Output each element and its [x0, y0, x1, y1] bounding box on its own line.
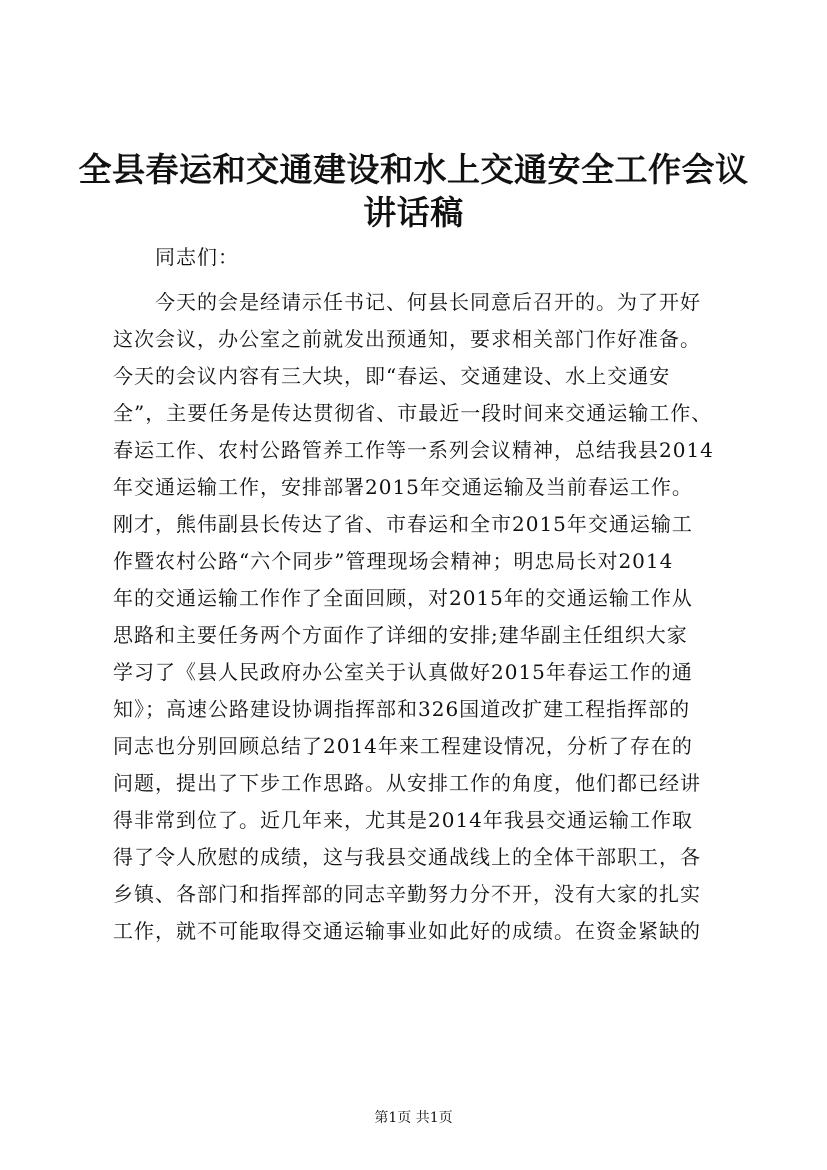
salutation: 同志们：	[155, 245, 239, 269]
body-line: 全”，主要任务是传达贯彻省、市最近一段时间来交通运输工作、	[113, 401, 713, 425]
document-title-line-1: 全县春运和交通建设和水上交通安全工作会议	[78, 150, 749, 189]
body-line: 工作，就不可能取得交通运输事业如此好的成绩。在资金紧缺的	[113, 919, 701, 943]
body-line: 乡镇、各部门和指挥部的同志辛勤努力分不开，没有大家的扎实	[113, 882, 701, 906]
body-line: 学习了《县人民政府办公室关于认真做好2015年春运工作的通	[113, 660, 693, 684]
body-line: 知》；高速公路建设协调指挥部和326国道改扩建工程指挥部的	[113, 697, 691, 721]
body-line: 今天的会议内容有三大块，即“春运、交通建设、水上交通安	[113, 364, 671, 388]
body-line: 问题，提出了下步工作思路。从安排工作的角度，他们都已经讲	[113, 771, 701, 795]
document-title-line-2: 讲话稿	[363, 193, 464, 232]
body-line: 得非常到位了。近几年来，尤其是2014年我县交通运输工作取	[113, 808, 693, 832]
body-line: 今天的会是经请示任书记、何县长同意后召开的。为了开好	[155, 290, 701, 314]
body-line: 同志也分别回顾总结了2014年来工程建设情况，分析了存在的	[113, 734, 693, 758]
body-line: 得了令人欣慰的成绩，这与我县交通战线上的全体干部职工，各	[113, 845, 701, 869]
body-line: 作暨农村公路“六个同步”管理现场会精神；明忠局长对2014	[113, 549, 674, 573]
body-line: 春运工作、农村公路管养工作等一系列会议精神，总结我县2014	[113, 438, 714, 462]
body-line: 这次会议，办公室之前就发出预通知，要求相关部门作好准备。	[113, 327, 701, 351]
body-line: 思路和主要任务两个方面作了详细的安排;建华副主任组织大家	[113, 623, 688, 647]
body-line: 刚才，熊伟副县长传达了省、市春运和全市2015年交通运输工	[113, 512, 693, 536]
body-line: 年的交通运输工作作了全面回顾，对2015年的交通运输工作从	[113, 586, 693, 610]
body-line: 年交通运输工作，安排部署2015年交通运输及当前春运工作。	[113, 475, 693, 499]
page-number: 第1页 共1页	[374, 1110, 453, 1126]
